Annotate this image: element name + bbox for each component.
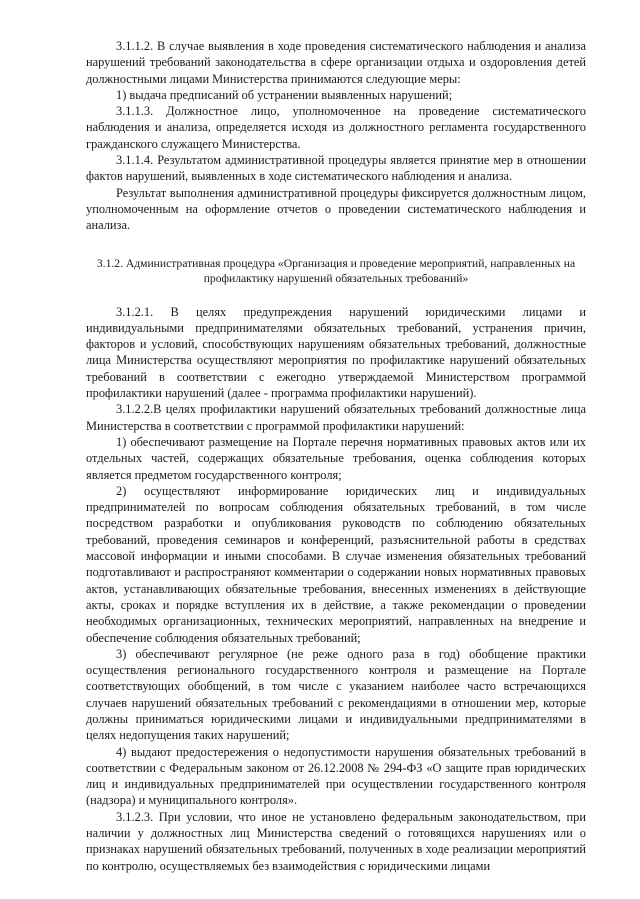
section-heading-3-1-2: 3.1.2. Административная процедура «Организация и проведение мероприятий, направленных на профилактику нарушений обязательных требований» [96,256,576,286]
paragraph-3-1-1-4: 3.1.1.4. Результатом административной процедуры является принятие мер в отношении фактов нарушений, выявленных в ходе систематического наблюдения и анализа. [86,153,586,184]
paragraph-3-1-1-2: 3.1.1.2. В случае выявления в ходе проведения систематического наблюдения и анализа нарушений требований законодательства в сфере организации отдыха и оздоровления детей должностными лицами Министерства принимаются следующие меры: [86,39,586,86]
paragraph-3-1-2-3: 3.1.2.3. При условии, что иное не установлено федеральным законодательством, при наличии у должностных лиц Министерства сведений о готовящихся нарушениях или о признаках нарушений обязательных требований, полученных в ходе реализации мероприятий по контролю, осуществляемых без взаимодействия с юридическими лицами [86,809,586,873]
list-item-1: 1) обеспечивают размещение на Портале перечня нормативных правовых актов или их отдельных частей, содержащих обязательные требования, оценка соблюдения которых является предметом государственного контроля; [86,434,586,482]
paragraph-3-1-2-2: 3.1.2.2.В целях профилактики нарушений обязательных требований должностные лица Министерства в соответствии с программой профилактики нарушений: [86,402,586,433]
list-item-3: 3) обеспечивают регулярное (не реже одного раза в год) обобщение практики осуществления регионального государственного контроля и размещение на Портале соответствующих обобщений, в том числе с указанием наиболее часто встречающихся случаев нарушений обязательных требований с рекомендациями в отношении мер, которые должны приниматься юридическими лицами и индивидуальными предпринимателями в целях недопущения таких нарушений; [86,646,586,743]
paragraph-3-1-2-1: 3.1.2.1. В целях предупреждения нарушений юридическими лицами и индивидуальными предпринимателями обязательных требований, устранения причин, факторов и условий, способствующих нарушениям обязательных требований, должностные лица Министерства осуществляют мероприятия по профилактике нарушений обязательных требований в соответствии с ежегодно утверждаемой Министерством программой профилактики нарушений (далее - программа профилактики нарушений). [86,304,586,401]
paragraph-measure-1: 1) выдача предписаний об устранении выявленных нарушений; [116,87,453,102]
paragraph-3-1-1-3: 3.1.1.3. Должностное лицо, уполномоченное на проведение систематического наблюдения и анализа, определяется исходя из должностного регламента государственного гражданского служащего Министерства. [86,104,586,151]
document-page [86,38,586,874]
paragraph-result: Результат выполнения административной процедуры фиксируется должностным лицом, уполномоченным на оформление отчетов о проведении систематического наблюдения и анализа. [86,185,586,233]
list-item-4: 4) выдают предостережения о недопустимости нарушения обязательных требований в соответствии с Федеральным законом от 26.12.2008 № 294-ФЗ «О защите прав юридических лиц и индивидуальных предпринимателей при осуществлении государственного контроля (надзора) и муниципального контроля». [86,744,586,808]
list-item-2: 2) осуществляют информирование юридических лиц и индивидуальных предпринимателей по вопросам соблюдения обязательных требований, в том числе посредством разработки и опубликования руководств по соблюдению обязательных требований, проведения семинаров и конференций, разъяснительной работы в средствах массовой информации и иными способами. В случае изменения обязательных требований подготавливают и распространяют комментарии о содержании новых нормативных правовых актов, устанавливающих обязательные требования, внесенных изменениях в действующие акты, сроках и порядке вступления их в действие, а также рекомендации о проведении необходимых организационных, технических мероприятий, направленных на внедрение и обеспечение соблюдения обязательных требований; [86,483,586,645]
